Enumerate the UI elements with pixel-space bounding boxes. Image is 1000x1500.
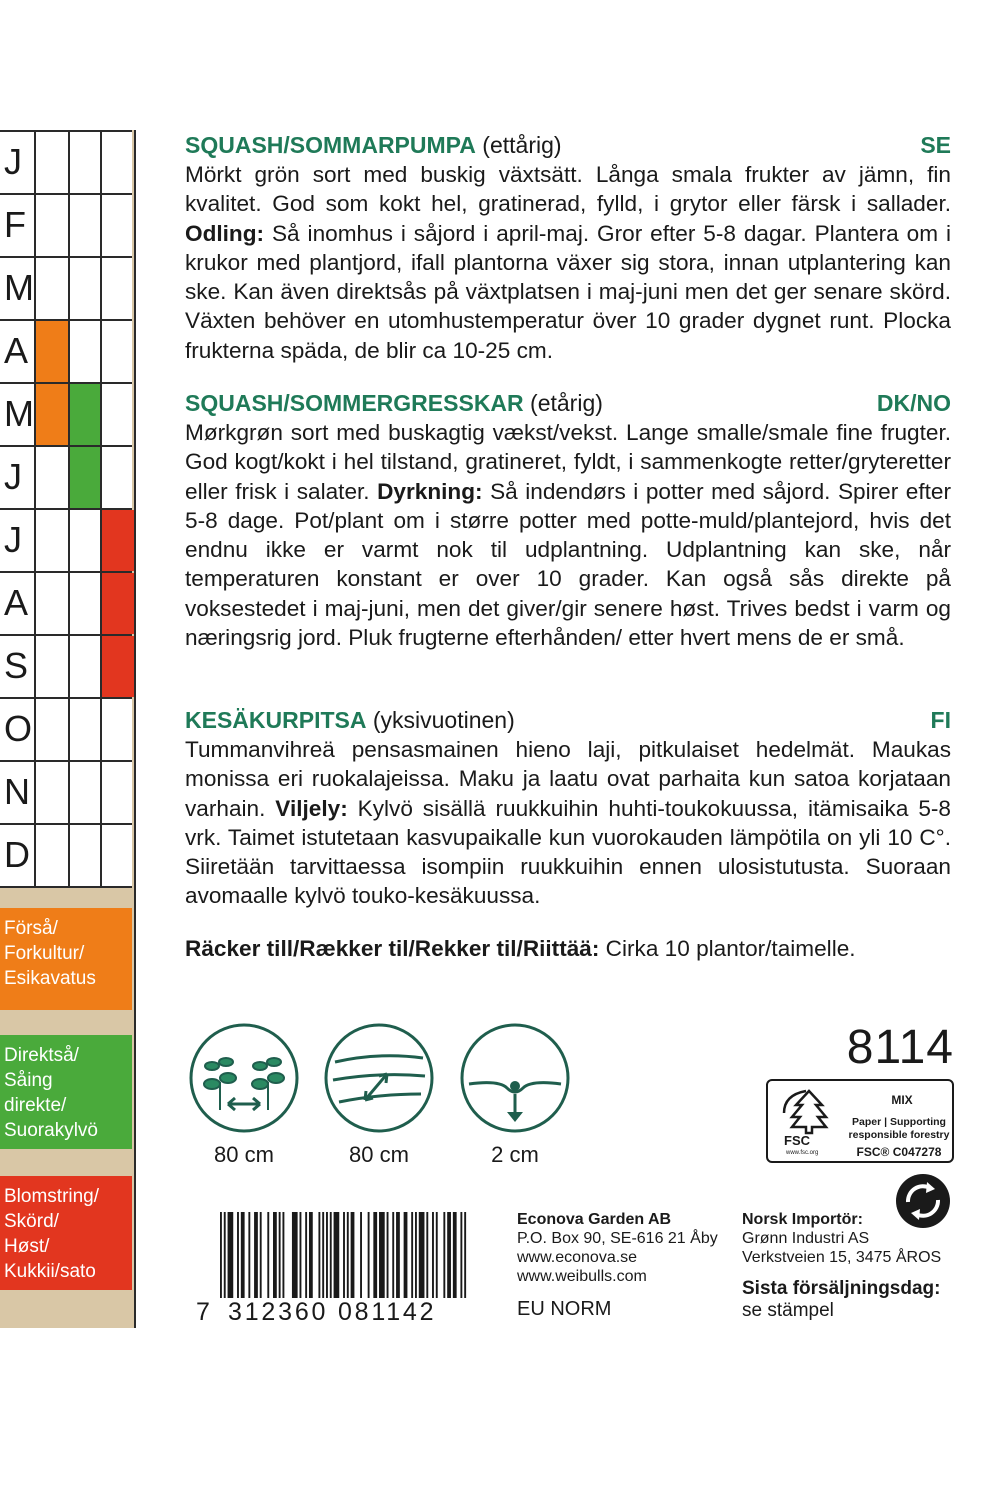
last-sale-date [742, 1278, 940, 1322]
barcode-bar [387, 1212, 389, 1298]
month-cell-orange [34, 321, 68, 382]
month-cell [34, 195, 68, 256]
section-swedish [185, 130, 951, 365]
legend-harvest-line: Blomstring/ [4, 1186, 100, 1207]
month-cell-green [68, 384, 102, 445]
month-cell [100, 699, 134, 760]
coverage-label: Räcker till/Rækker til/Rekker til/Riittää: [185, 936, 600, 961]
body-keyword: Dyrkning: [377, 478, 483, 504]
body-text: Tummanvihreä pensasmainen hieno laji, pitkulaiset hedelmät. Maukas monissa eri ruokalajeissa. Maku ja laatu ovat parhaita kun satoa korjataan varhain. [185, 737, 951, 821]
month-letter: S [4, 645, 29, 686]
month-cell [34, 825, 68, 886]
company-name: Econova Garden AB [517, 1211, 672, 1228]
barcode-bar [334, 1212, 340, 1298]
month-cell [34, 132, 68, 193]
body-text: Så indendørs i potter med såjord. Spirer efter 5-8 dage. Pot/plant om i større potter med potte-muld/plantejord, hvis det endnu ikke er varmt nok til udplantning. Udplantning kan ske, når temperaturen konstant er over 10 grader. Kan også sås direkte på voksestedet i maj-juni, men det giver/gir senere høst. Trives bedst i varm og næringsrig jord. Pluk frugterne efterhånden/ etter hvert mens de er små. [185, 478, 951, 651]
month-letter: J [4, 456, 22, 497]
coverage-value: Cirka 10 plantor/taimelle. [599, 936, 856, 961]
month-cell [100, 384, 134, 445]
month-row [0, 571, 132, 634]
article-number: 8114 [846, 1021, 954, 1074]
month-cell [34, 573, 68, 634]
section-body [185, 418, 951, 652]
legend-harvest [0, 1176, 132, 1290]
legend-direct-line: Suorakylvö [4, 1120, 98, 1141]
barcode-bar [404, 1212, 408, 1298]
section-heading [185, 130, 951, 160]
month-letter: J [4, 141, 22, 182]
month-row [0, 697, 132, 760]
section-heading [185, 388, 951, 418]
barcode-bar [292, 1212, 298, 1298]
month-row [0, 634, 132, 697]
importer-title: Norsk Importör: [742, 1211, 863, 1228]
barcode-bar [248, 1212, 250, 1298]
plant-spacing-label: 80 cm [214, 1142, 274, 1167]
barcode-bar [237, 1212, 239, 1298]
body-keyword: Odling: [185, 220, 265, 246]
section-danish-norwegian [185, 388, 951, 652]
barcode-bar [379, 1212, 385, 1298]
legend-sow-line: Forkultur/ [4, 943, 85, 964]
section-title: SQUASH/SOMMARPUMPA [185, 132, 476, 158]
legend-sow-line: Förså/ [4, 918, 58, 939]
month-cell [34, 447, 68, 508]
month-cell [68, 321, 102, 382]
section-subtitle: (etårig) [523, 390, 603, 416]
fsc-claim-line: Paper | Supporting [852, 1116, 946, 1128]
barcode-bar [436, 1212, 438, 1298]
month-cell-red [100, 636, 134, 697]
month-letter: O [4, 708, 33, 749]
barcode-bar [443, 1212, 445, 1298]
barcode-bar [411, 1212, 413, 1298]
month-row [0, 130, 132, 193]
month-cell-red [100, 510, 134, 571]
month-cell-green [68, 447, 102, 508]
barcode-bar [419, 1212, 425, 1298]
company-website: www.econova.se [517, 1249, 638, 1266]
month-cell [68, 762, 102, 823]
barcode-bars [220, 1212, 468, 1298]
barcode-bar [241, 1212, 245, 1298]
month-row [0, 319, 132, 382]
section-body [185, 160, 951, 365]
barcode-bar [279, 1212, 281, 1298]
barcode-bar [220, 1212, 222, 1298]
coverage-line [185, 934, 951, 964]
body-text: Mörkt grön sort med buskig växtsätt. Långa smala frukter av jämn, fin kvalitet. God som kokt hel, gratinerad, fylld, i grytor eller färsk i sallader. [185, 162, 951, 217]
month-letter: N [4, 771, 30, 812]
month-cell [34, 699, 68, 760]
month-cell [100, 132, 134, 193]
barcode-bar [392, 1212, 394, 1298]
barcode-bar [396, 1212, 400, 1298]
month-row [0, 193, 132, 256]
company-website: www.weibulls.com [517, 1268, 647, 1285]
barcode-bar [447, 1212, 451, 1298]
month-row [0, 382, 132, 445]
barcode-bar [453, 1212, 457, 1298]
body-text: Så inomhus i såjord i april-maj. Gror efter 5-8 dagar. Plantera om i krukor med plantjord, ifall plantorna växer sig stora, innan utplantering kan ske. Kan även direktsås på växtplatsen i maj-juni men det ger senare skörd. Växten behöver en utomhustemperatur över 10 grader dygnet runt. Plocka frukterna späda, de blir ca 10-25 cm. [185, 220, 951, 363]
fsc-code: FSC® C047278 [856, 1145, 942, 1159]
month-cell [100, 762, 134, 823]
month-letter: A [4, 582, 29, 623]
sowing-depth-label: 2 cm [491, 1142, 539, 1167]
importer-address [742, 1210, 941, 1267]
month-cell [34, 762, 68, 823]
barcode-bar [426, 1212, 428, 1298]
barcode-bar [330, 1212, 332, 1298]
importer-street: Verkstveien 15, 3475 ÅROS [742, 1249, 942, 1266]
section-subtitle: (yksivuotinen) [366, 707, 515, 733]
fsc-label [766, 1079, 954, 1163]
barcode-bar [254, 1212, 258, 1298]
month-row [0, 760, 132, 823]
month-row [0, 256, 132, 319]
barcode-bar [415, 1212, 417, 1298]
barcode-bar [309, 1212, 313, 1298]
barcode-bar [460, 1212, 462, 1298]
language-code: DK/NO [876, 390, 951, 416]
barcode-digits: 312360 081142 [228, 1298, 437, 1326]
month-cell [100, 258, 134, 319]
month-cell [100, 447, 134, 508]
barcode [196, 1212, 476, 1326]
body-text: Mørkgrøn sort med buskagtig vækst/vekst. Lange smalle/smale fine frugter. God kogt/kokt i hel tilstand, gratineret, fyldt, i sammenkogte retter/gryteretter eller frisk i salater. [185, 420, 951, 504]
legend-direct-line: direkte/ [4, 1095, 67, 1116]
month-cell [34, 510, 68, 571]
month-cell [68, 636, 102, 697]
barcode-bar [322, 1212, 324, 1298]
month-cell [68, 132, 102, 193]
legend-harvest-line: Kukkii/sato [4, 1261, 96, 1282]
fsc-website: www.fsc.org [786, 1150, 819, 1156]
legend-harvest-line: Skörd/ [4, 1211, 59, 1232]
importer-name: Grønn Industri AS [742, 1230, 870, 1247]
barcode-bar [464, 1212, 466, 1298]
month-cell [34, 636, 68, 697]
barcode-bar [228, 1212, 234, 1298]
barcode-bar [373, 1212, 377, 1298]
fsc-claim-line: responsible forestry [848, 1129, 950, 1141]
legend-direct-line: Direktså/ [4, 1045, 79, 1066]
month-letter: J [4, 519, 22, 560]
month-letter: D [4, 834, 30, 875]
month-letter: M [4, 393, 34, 434]
barcode-bar [347, 1212, 349, 1298]
fsc-wordmark: FSC [784, 1133, 810, 1148]
month-cell [68, 510, 102, 571]
barcode-bar [282, 1212, 284, 1298]
barcode-bar [326, 1212, 328, 1298]
section-title: SQUASH/SOMMERGRESSKAR [185, 390, 524, 416]
month-cell [34, 258, 68, 319]
month-cell-red [100, 573, 134, 634]
sowing-calendar-strip [0, 130, 136, 1328]
month-cell [68, 825, 102, 886]
month-letter: M [4, 267, 34, 308]
plant-spacing-icon [188, 1022, 300, 1134]
month-row [0, 445, 132, 508]
eu-norm: EU NORM [517, 1298, 612, 1320]
section-body [185, 735, 951, 911]
month-cell [68, 195, 102, 256]
month-cell [100, 825, 134, 886]
barcode-bar [260, 1212, 262, 1298]
barcode-bar [343, 1212, 345, 1298]
barcode-bar [305, 1212, 307, 1298]
barcode-bar [351, 1212, 355, 1298]
section-subtitle: (ettårig) [475, 132, 562, 158]
body-text: Kylvö sisällä ruukkuihin huhti-toukokuussa, itämisaika 5-8 vrk. Taimet istutetaan kasvupaikalle kun vuorokauden lämpötila on yli 10 C°. Siiretään tarvittaessa isompiin ruukkuihin ennen ulosistutusta. Suoraan avomaalle kylvö touko-kesäkuussa. [185, 795, 951, 909]
month-cell [68, 573, 102, 634]
month-row [0, 823, 132, 888]
row-spacing-label: 80 cm [349, 1142, 409, 1167]
body-keyword: Viljely: [275, 795, 348, 821]
section-title: KESÄKURPITSA [185, 707, 367, 733]
barcode-bar [267, 1212, 269, 1298]
language-code: SE [920, 132, 951, 158]
company-postal: P.O. Box 90, SE-616 21 Åby [517, 1230, 718, 1247]
last-sale-value: se stämpel [742, 1300, 834, 1321]
legend-sow [0, 908, 132, 1010]
month-cell [68, 258, 102, 319]
barcode-bar [360, 1212, 362, 1298]
fsc-mix: MIX [891, 1093, 913, 1107]
section-finnish [185, 705, 951, 911]
legend-direct-sow [0, 1035, 132, 1149]
month-calendar [0, 130, 132, 888]
month-cell [68, 699, 102, 760]
sowing-depth-icon [459, 1022, 571, 1134]
barcode-bar [318, 1212, 320, 1298]
last-sale-title: Sista försäljningsdag: [742, 1278, 941, 1299]
month-letter: F [4, 204, 26, 245]
barcode-bar [273, 1212, 277, 1298]
month-cell [100, 195, 134, 256]
language-code: FI [930, 707, 951, 733]
month-row [0, 508, 132, 571]
barcode-first-digit: 7 [196, 1298, 210, 1326]
legend-direct-line: Såing [4, 1070, 53, 1091]
barcode-bar [300, 1212, 302, 1298]
barcode-bar [432, 1212, 434, 1298]
legend-harvest-line: Høst/ [4, 1236, 50, 1257]
barcode-bar [224, 1212, 226, 1298]
month-letter: A [4, 330, 29, 371]
row-spacing-icon [323, 1022, 435, 1134]
barcode-bar [368, 1212, 370, 1298]
company-address [517, 1210, 718, 1286]
section-heading [185, 705, 951, 735]
month-cell [100, 321, 134, 382]
month-cell-orange [34, 384, 68, 445]
legend-sow-line: Esikavatus [4, 968, 96, 989]
